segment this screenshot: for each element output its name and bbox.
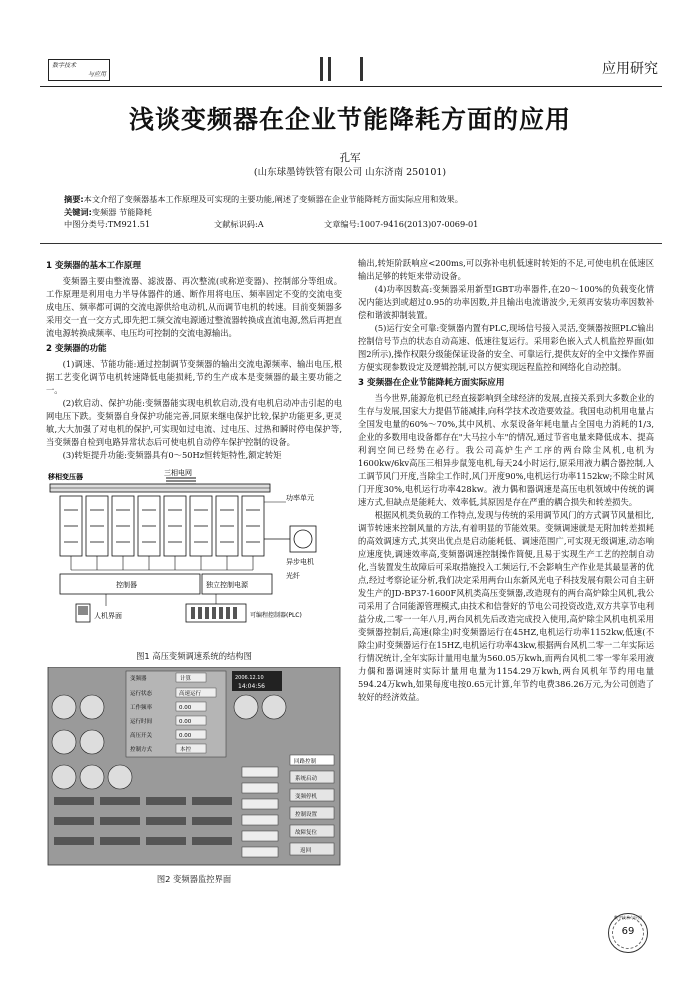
start-label: 系统启动 <box>295 776 318 782</box>
author: 孔军 <box>339 152 361 164</box>
section-label: 应用研究 <box>602 61 658 77</box>
paragraph: 根据风机类负载的工作特点,发现与传统的采用调节风门的方式调节风量相比,调节转速来控制风量的方法,有着明显的节能效果。变频调速就是无附加转差损耗的高效调速方式,其突出优点是启动能耗低、调速范围广,可实现无级调速,动态响应速度快,调速效率高,变频器调速控制操作简便,且易于实现生产工艺的控制自动化,当装置发生故障后可采取措施投入工频运行,不会影响生产作业是其最显著的优点,经过考察论证分析,我们决定采用两台山东新风光电子科技发展有限公司自主研发生产的JD-BP37-1600F风机类高压变频器,改造现有的两台高炉除尘风机,我公司采用了合同能源管理模式,由技术和信誉好的节电公司投资改造,双方共享节电利益分成,二零一一年八月,两台风机先后改造完成投入使用,高炉除尘风机电机采用变频器控制后,高速(除尘)时变频器运行在45HZ,电机运行功率1152kw,低速(不除尘)时变频器运行在15HZ,电机运行功率43kw,根据两台风机二零一二年实际运行情况统计,全年实际计量用电量为560.05万kwh,而两台风机二零一零年采用液力偶和器调速时实际计量用电量为1154.29万kwh,两台风机年节约用电量594.24万kwh,如果每度电按0.65元计算,年节约电费386.26万元,为公司创造了较好的经济效益。 <box>358 510 654 702</box>
return-label: 返回 <box>300 848 312 854</box>
status-label-f: 运行时间 <box>130 719 153 725</box>
clc-number: 中图分类号:TM921.51 <box>64 219 151 229</box>
clock-time: 14:04:56 <box>238 683 265 690</box>
article-meta <box>64 193 644 231</box>
keywords <box>64 206 644 219</box>
right-column <box>358 257 654 704</box>
frequency-value: 0.00 <box>179 705 192 711</box>
power-cell-array <box>60 496 264 556</box>
abstract <box>64 193 644 206</box>
status-label-g: 高压开关 <box>130 733 153 739</box>
label-controller: 控制器 <box>116 581 137 589</box>
paragraph: (3)转矩提升功能:变频器具有0～50Hz恒转矩特性,额定转矩 <box>62 450 282 460</box>
keywords-text: 变频器 节能降耗 <box>91 206 152 217</box>
figure-2-caption: 图2 变频器监控界面 <box>156 874 232 884</box>
label-transformer: 移相变压器 <box>48 473 83 481</box>
article-number: 文章编号:1007-9416(2013)07-0069-01 <box>324 219 479 229</box>
abstract-text: 本文介绍了变频器基本工作原理及可实现的主要功能,阐述了变频器在企业节能降耗方面实际应用和效果。 <box>83 194 463 204</box>
label-grid: 三相电网 <box>164 469 192 477</box>
status-label-a: 变频器 <box>130 676 147 682</box>
header-rule <box>40 86 662 87</box>
label-hmi: 人机界面 <box>94 612 122 620</box>
paragraph: (4)功率因数高:变频器采用新型IGBT功率器件,在20～100%的负载变化情况内能达到或超过0.95的功率因数,并且输出电流谐波少,无须再安装功率因数补偿和谐波抑制装置。 <box>358 284 654 320</box>
section-heading-2: 2 变频器的功能 <box>46 344 107 354</box>
stop-label: 变频停机 <box>295 794 318 800</box>
return-button[interactable] <box>290 843 334 855</box>
section-heading-1: 1 变频器的基本工作原理 <box>46 261 141 271</box>
label-fiber: 光纤 <box>286 572 300 580</box>
paragraph: 输出,转矩阶跃响应<200ms,可以弥补电机低速时转矩的不足,可使电机在低速区输出足够的转矩来带动设备。 <box>358 258 654 281</box>
paragraph: (5)运行安全可靠:变频器内置有PLC,现场信号接入灵活,变频器按照PLC输出控制信号节点的状态自动高速、低速往复运行。采用彩色嵌入式人机监控界面(如图2所示),操作权限分级能保证设备的安全、可靠运行,提供友好的全中文操作界面方便实现参数设定及逻辑控制,可以方便实现远程监控和网络化自动控制。 <box>358 323 654 372</box>
label-control-power: 独立控制电源 <box>206 581 248 589</box>
section-heading-3: 3 变频器在企业节能降耗方面实际应用 <box>358 378 505 388</box>
status-label-i: 本控 <box>180 747 192 753</box>
paragraph: 变频器主要由整流器、滤波器、再次整流(或称逆变器)、控制部分等组成。工作原理是利用电力半导体器件的通、断作用将电压、频率固定不变的交流电变成电压、频率都可调的交流电源供给电动机,从而调节电机的转速。目前变频器多采用交一直一交方式,即先把工频交流电源通过整流器转换成直流电源,然后再把直流电源转换成频率、电压均可控制的交流电源输出。 <box>46 276 342 338</box>
status-label-b: 计算 <box>180 676 192 682</box>
status-label-d: 高速运行 <box>179 691 202 697</box>
figure-1-diagram <box>46 466 342 644</box>
paragraph: 当今世界,能源危机已经直接影响到全球经济的发展,直接关系到大多数企业的生存与发展,国家大力提倡节能减排,向科学技术改造要效益。我国电动机用电量占全国发电量的60%～70%,其中风机、水泵设备年耗电量占全国电力消耗的1/3,企业的多数用电设备都存在"大马拉小车"的情况,通过节省电量来降低成本、提高利润空间已经势在必行。我公司高炉生产工序的两台除尘风机,电机为1600kw/6kv高压三相异步鼠笼电机,每天24小时运行,原采用液力耦合器控制,人工调节风门开度,当除尘工作时,风门开度90%,电机运行功率1152kw;不除尘时风门开度30%,电机运行功率428kw。液力偶和器调速是高压电机领域中传统的调速方式,但缺点是能耗大、效率低,其原因是存在严重的耦合损失和转差损失。 <box>358 393 654 507</box>
status-label-e: 工作频率 <box>130 705 153 711</box>
label-motor: 异步电机 <box>286 558 314 566</box>
header-ornament <box>320 57 380 81</box>
figure-2 <box>46 667 342 886</box>
paragraph: (1)调速、节能功能:通过控制调节变频器的输出交流电源频率、输出电压,根据工艺变化调节电机转速降低电能损耗,节约生产成本是变频器的最主要功能之一。 <box>46 359 342 395</box>
logo-text-top: 数字技术 <box>52 62 77 69</box>
article-title: 浅谈变频器在企业节能降耗方面的应用 <box>128 105 571 134</box>
keywords-label: 关键词: <box>64 206 92 217</box>
meta-rule <box>40 243 662 244</box>
document-code: 文献标识码:A <box>214 219 264 229</box>
left-column <box>46 257 342 886</box>
status-label-c: 运行状态 <box>130 691 153 697</box>
affiliation: (山东球墨铸铁管有限公司 山东济南 250101) <box>253 167 447 178</box>
label-power-cell: 功率单元 <box>286 494 314 502</box>
abstract-label: 摘要: <box>64 194 84 204</box>
clock-date: 2006.12.10 <box>235 675 264 681</box>
logo-text-bottom: 与应用 <box>87 71 106 78</box>
classification-row <box>64 218 644 231</box>
paragraph: (2)软启动、保护功能:变频器能实现电机软启动,没有电机启动冲击引起的电网电压下跌。变频器自身保护功能完善,同原来继电保护比较,保护功能更多,更灵敏,大大加强了对电机的保护,可实现如过电流、过电压、过热和瞬时停电保护等,当变频器自检到电路异常状态后可使电机自动停车保护控制的设备。 <box>46 398 342 447</box>
runtime-value: 0.00 <box>179 719 192 725</box>
figure-1 <box>46 466 342 663</box>
figure-1-caption: 图1 高压变频调速系统的结构图 <box>136 651 252 661</box>
page-number: 69 <box>621 926 635 937</box>
figure-2-screenshot <box>46 667 342 867</box>
reset-label: 故障复位 <box>295 830 318 836</box>
running-header <box>40 55 662 83</box>
switch-value: 0.00 <box>179 733 192 739</box>
journal-logo <box>48 59 110 81</box>
label-plc: 可编程控制器(PLC) <box>250 612 302 619</box>
settings-label: 控制设置 <box>295 812 318 818</box>
menu-label: 回路控制 <box>294 759 317 765</box>
status-label-h: 控制方式 <box>130 747 153 753</box>
badge-label: 数字技术与应用 <box>614 915 642 920</box>
